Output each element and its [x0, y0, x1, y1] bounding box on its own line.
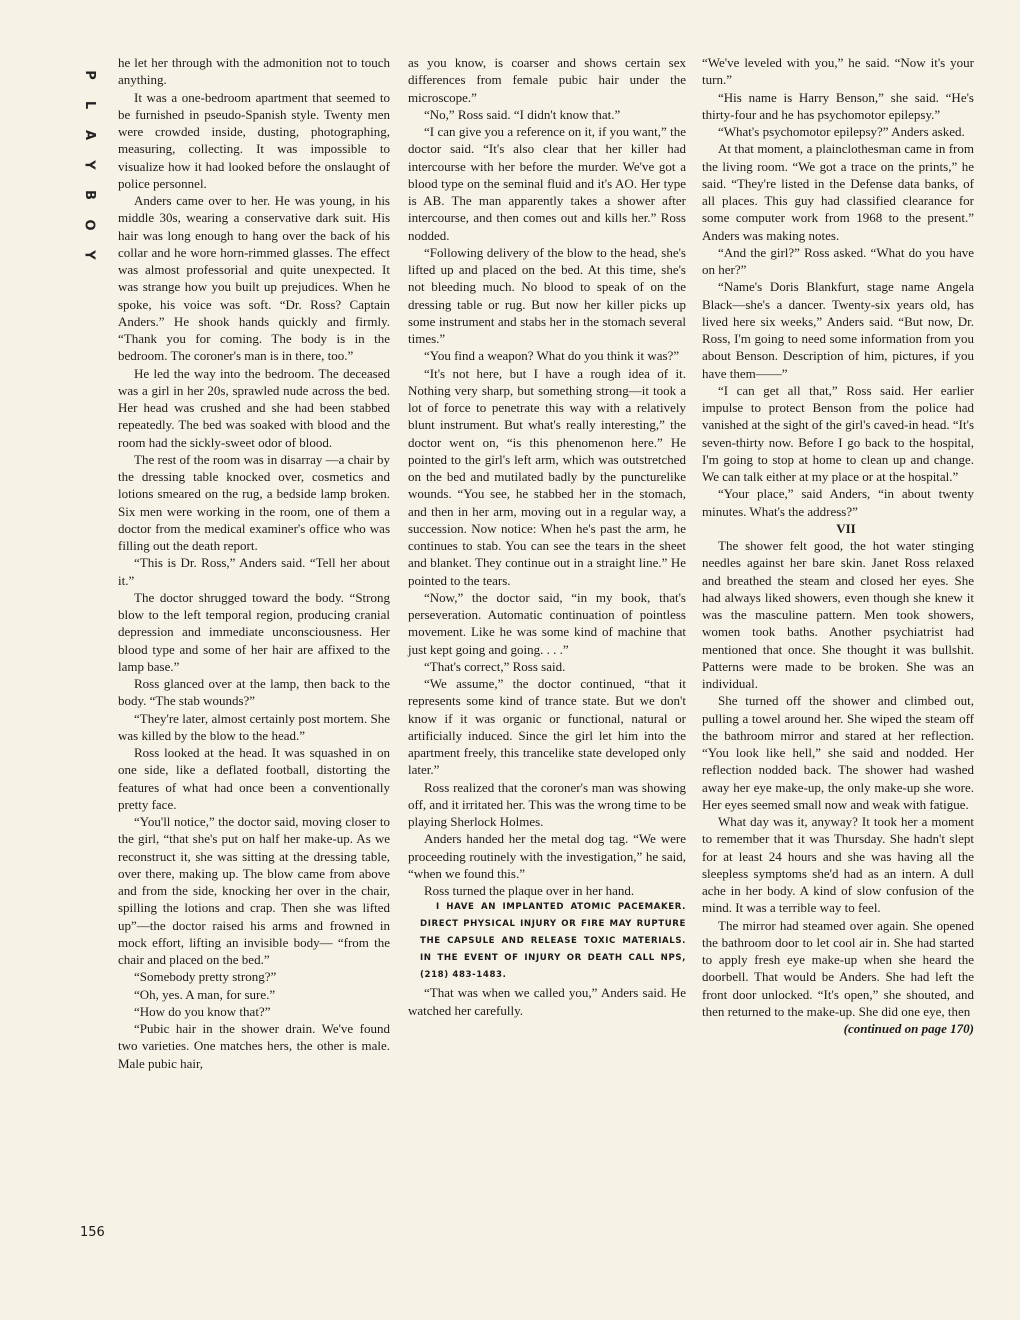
body-paragraph: “We've leveled with you,” he said. “Now it's your turn.”	[702, 55, 974, 88]
masthead-letter: A	[82, 129, 97, 141]
body-paragraph: “Oh, yes. A man, for sure.”	[134, 986, 276, 1002]
section-heading: VII	[836, 520, 856, 536]
masthead-letter: B	[81, 190, 97, 200]
body-paragraph: The shower felt good, the hot water stinging needles against her bare skin. Janet Ross relaxed and breathed the steam and closed her eyes. She had always liked showers, even though she knew it was the masculine pattern. Men took showers, women took baths. Another psychiatrist had mentioned that once. She thought it was bullshit. Patterns were made to be broken. She was an individual.	[702, 538, 974, 691]
text-column-1	[118, 54, 390, 1072]
body-paragraph: “Somebody pretty strong?”	[134, 969, 277, 985]
text-column-2	[408, 54, 686, 1019]
masthead-letter: Y	[81, 160, 97, 170]
body-paragraph: “We assume,” the doctor continued, “that it represents some kind of trance state. But we don't know if it was organic or functional, natural or artificially induced. Since the girl let him into the apartment freely, this trancelike state developed only later.”	[408, 676, 686, 778]
body-paragraph: “You find a weapon? What do you think it was?”	[424, 348, 680, 364]
body-paragraph: The doctor shrugged toward the body. “Strong blow to the left temporal region, producing cranial depression and immediate unconsciousness. Her blood type and some of her hair are affixed to the lamp base.”	[118, 589, 390, 674]
body-paragraph: “That's correct,” Ross said.	[424, 658, 566, 674]
body-paragraph: “What's psychomotor epilepsy?” Anders asked.	[718, 124, 965, 139]
body-paragraph: “This is Dr. Ross,” Anders said. “Tell her about it.”	[118, 555, 390, 588]
body-paragraph: “His name is Harry Benson,” she said. “He's thirty-four and he has psychomotor epilepsy.”	[702, 89, 974, 122]
body-paragraph: “I can give you a reference on it, if you want,” the doctor said. “It's also clear that her killer had intercourse with her before the murder. We've got a blood type on the seminal fluid and it's AO. Her type is AB. The man apparently takes a shower after intercourse, and then comes out and kills her.” Ross nodded.	[408, 124, 686, 243]
body-paragraph: Ross glanced over at the lamp, then back to the body. “The stab wounds?”	[118, 676, 390, 709]
body-paragraph: “That was when we called you,” Anders said. He watched her carefully.	[408, 985, 686, 1018]
body-paragraph: The rest of the room was in disarray —a chair by the dressing table knocked over, cosmetics and lotions smeared on the rug, a bedside lamp broken. Six men were working in the room, one of them a doctor from the medical examiner's office who was filling out the death report.	[118, 451, 390, 553]
body-paragraph: he let her through with the admonition not to touch anything.	[118, 55, 390, 88]
body-paragraph: as you know, is coarser and shows certain sex differences from female pubic hair under the microscope.”	[408, 55, 686, 105]
body-paragraph: “Your place,” said Anders, “in about twenty minutes. What's the address?”	[702, 486, 974, 519]
body-paragraph: “It's not here, but I have a rough idea of it. Nothing very sharp, but something strong—it took a lot of force to penetrate this way with a relatively blunt instrument. But what's really interesting,” the doctor went on, “is this phenomenon here.” He pointed to the girl's left arm, which was outstretched on the bed and mutilated badly by the puncturelike wounds. “You see, he stabbed her in the stomach, and then in her arm, moving out in a regular way, a succession. Now notice: When he's past the arm, he continues to stab. You can see the tears in the sheet and blanket. They continue out in a straight line.” He pointed to the tears.	[408, 365, 686, 588]
body-paragraph: “And the girl?” Ross asked. “What do you have on her?”	[702, 244, 974, 277]
page-number: 156	[80, 1225, 105, 1240]
body-paragraph: She turned off the shower and climbed out, pulling a towel around her. She wiped the steam off the bathroom mirror and stared at her reflection. “You look like hell,” she said and nodded. Her reflection nodded back. The shower had washed away her eye make-up, the only make-up she wore. Her eyes seemed small now and weak with fatigue.	[702, 693, 974, 812]
body-paragraph: Anders handed her the metal dog tag. “We were proceeding routinely with the investigation,” he said, “when we found this.”	[408, 831, 686, 881]
text-column-3	[702, 54, 974, 1037]
body-paragraph: At that moment, a plainclothesman came in from the living room. “We got a trace on the prints,” he said. “They're listed in the Defense data banks, of all places. This guy had classified clearance for some computer work from 1968 to the present.” Anders was making notes.	[702, 141, 974, 243]
masthead-letter: Y	[81, 250, 97, 260]
body-paragraph: “Now,” the doctor said, “in my book, that's perseveration. Automatic continuation of pointless movement. Like he was some kind of machine that just kept going and going. . . .”	[408, 589, 686, 657]
body-paragraph: “Pubic hair in the shower drain. We've found two varieties. One matches hers, the other is male. Male pubic hair,	[118, 1021, 390, 1071]
body-paragraph: Ross looked at the head. It was squashed in on one side, like a deflated football, distorting the features of what had once been a conventionally pretty face.	[118, 745, 390, 812]
body-paragraph: “They're later, almost certainly post mortem. She was killed by the blow to the head.”	[118, 710, 390, 743]
body-paragraph: “Following delivery of the blow to the head, she's lifted up and placed on the bed. At this time, she's not bleeding much. No blood to speak of on the dressing table or rug. But now her killer picks up some instrument and stabs her in the stomach several times.”	[408, 244, 686, 346]
body-paragraph: Anders came over to her. He was young, in his middle 30s, wearing a conservative dark suit. His hair was long enough to hang over the back of his collar and he wore horn-rimmed glasses. The effect was almost professorial and quite unexpected. It was strange how you built up prejudices. When he spoke, his voice was soft. “Dr. Ross? Captain Anders.” He shook hands quickly and firmly. “Thank you for coming. The body is in the bedroom. The coroner's man is in there, too.”	[118, 193, 390, 364]
body-paragraph: He led the way into the bedroom. The deceased was a girl in her 20s, sprawled nude across the bed. Her head was crushed and she had been stabbed repeatedly. The bed was soaked with blood and the room had the sickly-sweet odor of blood.	[118, 365, 390, 450]
plaque-inscription: I HAVE AN IMPLANTED ATOMIC PACEMAKER. DIRECT PHYSICAL INJURY OR FIRE MAY RUPTURE THE CAPSULE AND RELEASE TOXIC MATERIALS. IN THE EVENT OF INJURY OR DEATH CALL NPS, (218) 483-1483.	[420, 902, 686, 981]
masthead-letter: O	[82, 219, 97, 231]
body-paragraph: What day was it, anyway? It took her a moment to remember that it was Thursday. She hadn't slept for at least 24 hours and she was having all the sleepless symptoms she'd had as an intern. A dull ache in her body. A kind of slow confusion of the mind. It was a terrible way to feel.	[702, 814, 974, 916]
masthead-letter: P	[82, 70, 97, 80]
body-paragraph: “How do you know that?”	[134, 1003, 271, 1019]
magazine-masthead	[80, 60, 98, 270]
body-paragraph: “You'll notice,” the doctor said, moving closer to the girl, “that she's put on half her make-up. As we reconstruct it, she was sitting at the dressing table, over there, making up. The blow came from above and from the side, knocking her over in the chair, spilling the lotions and crap. Then she was lifted up”—the doctor raised his arms and frowned in mock effort, lifting an invisible body— “from the chair and placed on the bed.”	[118, 814, 390, 967]
body-paragraph: “I can get all that,” Ross said. Her earlier impulse to protect Benson from the police had vanished at the sight of the girl's caved-in head. “It's seven-thirty now. Before I go back to the hospital, I'm going to stop at home to clean up and change. We can talk either at my place or at the hospital.”	[702, 382, 974, 484]
continued-notice: (continued on page 170)	[843, 1021, 974, 1036]
body-paragraph: It was a one-bedroom apartment that seemed to be furnished in pseudo-Spanish style. Twenty men were crowded inside, dusting, photographing, measuring, collecting. It was impossible to visualize how it had looked before the onslaught of police personnel.	[118, 89, 390, 191]
body-paragraph: Ross realized that the coroner's man was showing off, and it irritated her. This was the wrong time to be playing Sherlock Holmes.	[408, 779, 686, 829]
body-paragraph: The mirror had steamed over again. She opened the bathroom door to let cool air in. She had started to apply fresh eye make-up when she heard the doorbell. That would be Anders. She had left the front door unlocked. “It's open,” she shouted, and then returned to the make-up. She did one eye, then	[702, 917, 974, 1019]
body-paragraph: “No,” Ross said. “I didn't know that.”	[424, 106, 621, 122]
masthead-letter: L	[81, 100, 97, 110]
body-paragraph: “Name's Doris Blankfurt, stage name Angela Black—she's a dancer. Twenty-six years old, has lived here six weeks,” Anders said. “But now, Dr. Ross, I'm going to need some information from you about Benson. Description of him, pictures, if you have them——”	[702, 279, 974, 381]
body-paragraph: Ross turned the plaque over in her hand.	[424, 883, 635, 898]
